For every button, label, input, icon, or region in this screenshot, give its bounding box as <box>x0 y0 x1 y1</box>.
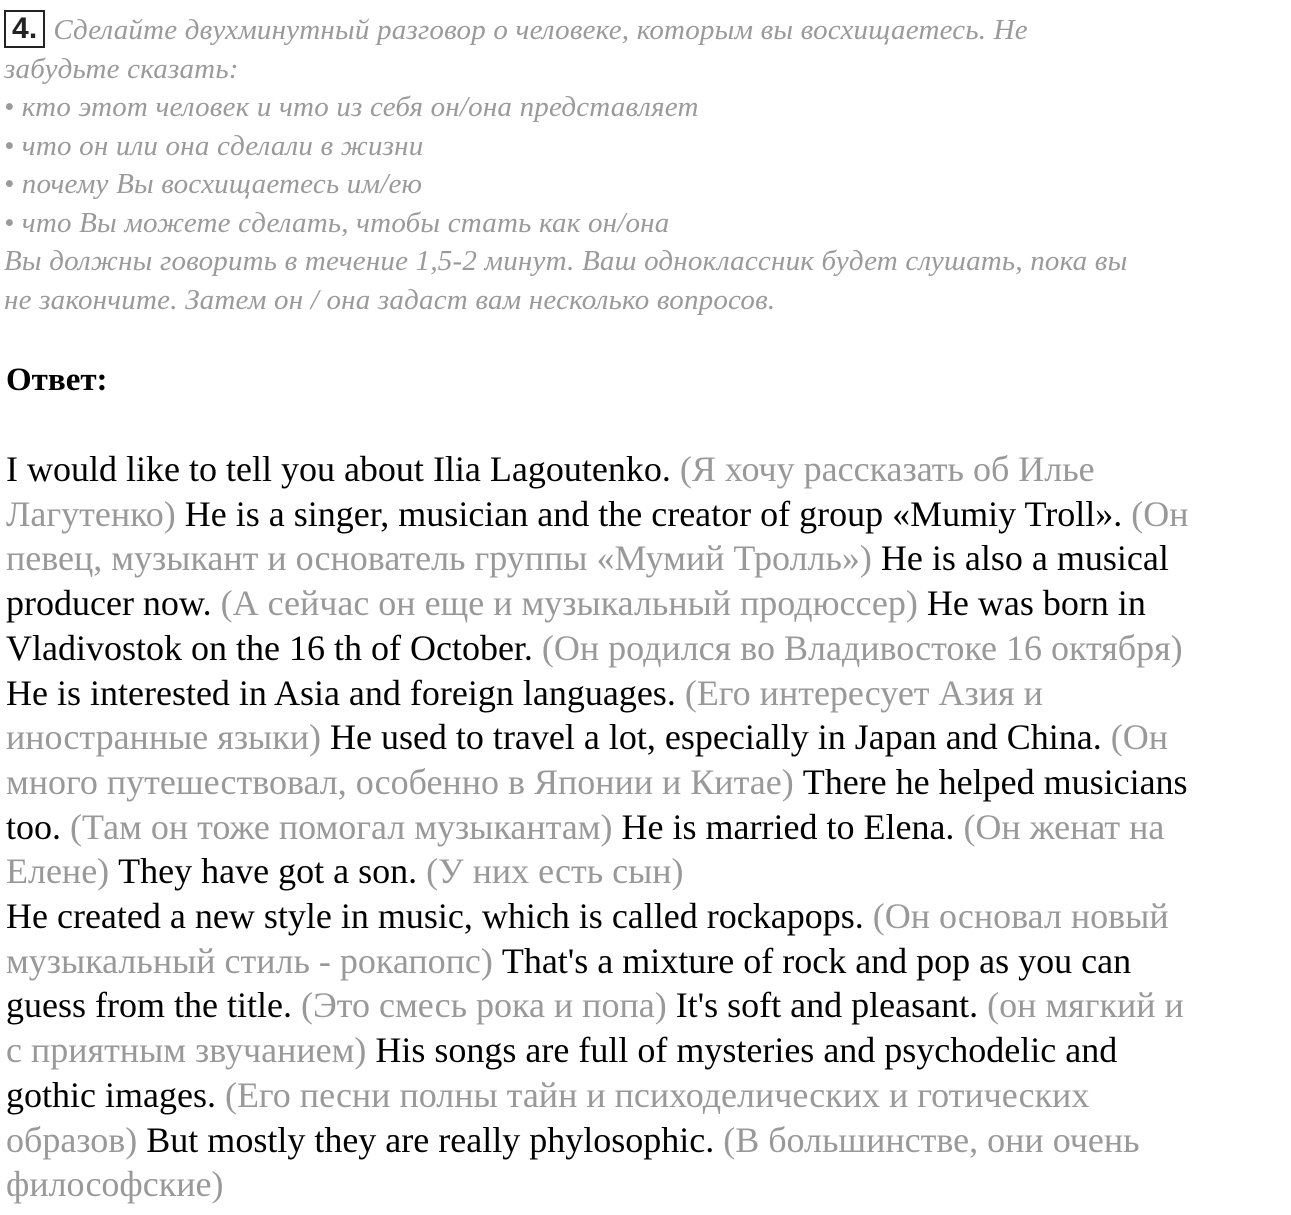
english-sentence: He was born in <box>926 583 1146 624</box>
answer-line <box>6 1162 1188 1207</box>
russian-translation: (Я хочу рассказать об Илье <box>679 449 1095 489</box>
russian-translation: Лагутенко) <box>6 493 185 534</box>
answer-line <box>6 581 1188 626</box>
russian-translation: с приятным звучанием) <box>6 1030 376 1071</box>
answer-heading: Ответ: <box>6 362 108 398</box>
russian-translation: образов) <box>6 1119 147 1160</box>
answer-line <box>6 492 1188 537</box>
english-sentence: He is a singer, musician and the creator of group «Mumiy Troll». <box>184 493 1132 534</box>
russian-translation: (У них есть сын) <box>426 851 684 892</box>
russian-translation: певец, музыкант и основатель группы «Мумий Тролль») <box>6 538 881 579</box>
russian-translation: философские) <box>6 1164 224 1205</box>
english-sentence: I would like to tell you about Ilia Lagoutenko. <box>6 449 680 489</box>
russian-translation: (он мягкий и <box>987 985 1184 1026</box>
english-sentence: Vladivostok on the 16 th of October. <box>6 627 542 668</box>
english-sentence: guess from the title. <box>6 985 301 1026</box>
task-line: не закончите. Затем он / она задаст вам несколько вопросов. <box>4 283 776 316</box>
russian-translation: (Он родился во Владивостоке 16 октября) <box>541 627 1183 668</box>
answer-text <box>6 447 1188 1207</box>
russian-translation: музыкальный стиль - рокапопс) <box>6 940 502 981</box>
english-sentence: He is interested in Asia and foreign languages. <box>6 672 685 713</box>
russian-translation: (А сейчас он еще и музыкальный продюссер) <box>220 583 927 624</box>
answer-line <box>6 626 1188 671</box>
task-bullet: • почему Вы восхищаетесь им/ею <box>4 168 423 200</box>
task-number-box: 4. <box>4 10 45 48</box>
russian-translation: (Он женат на <box>963 806 1165 847</box>
russian-translation: (Там он тоже помогал музыкантам) <box>70 806 622 847</box>
russian-translation: иностранные языки) <box>6 717 330 758</box>
task-line: Сделайте двухминутный разговор о человеке, которым вы восхищаетесь. Не <box>53 14 1028 46</box>
task-line: Вы должны говорить в течение 1,5-2 минут. Ваш одноклассник будет слушать, пока вы <box>4 245 1128 277</box>
english-sentence: That's a mixture of rock and pop as you can <box>501 940 1132 981</box>
russian-translation: много путешествовал, особенно в Японии и Китае) <box>6 761 803 802</box>
english-sentence: It's soft and pleasant. <box>675 985 988 1026</box>
english-sentence: His songs are full of mysteries and psychodelic and <box>375 1030 1118 1071</box>
answer-line <box>6 536 1188 581</box>
answer-line <box>6 671 1188 716</box>
english-sentence: He is married to Elena. <box>621 806 964 847</box>
answer-line <box>6 805 1188 850</box>
english-sentence: He created a new style in music, which is called rockapops. <box>6 896 873 937</box>
answer-line <box>6 447 1188 492</box>
answer-line <box>6 1028 1188 1073</box>
russian-translation: (Он основал новый <box>872 896 1169 937</box>
russian-translation: Елене) <box>6 851 119 892</box>
english-sentence: gothic images. <box>6 1074 225 1115</box>
answer-line <box>6 849 1188 894</box>
answer-line <box>6 939 1188 984</box>
task-instructions <box>4 10 1288 319</box>
english-sentence: producer now. <box>6 583 221 624</box>
russian-translation: (Он <box>1131 493 1189 534</box>
task-bullet: • что Вы можете сделать, чтобы стать как он/она <box>4 206 670 239</box>
english-sentence: There he helped musicians <box>802 761 1188 802</box>
russian-translation: (Это смесь рока и попа) <box>300 985 676 1026</box>
english-sentence: But mostly they are really phylosophic. <box>146 1119 724 1160</box>
answer-line <box>6 760 1188 805</box>
english-sentence: too. <box>6 806 71 847</box>
answer-line <box>6 1118 1188 1163</box>
russian-translation: (Его интересует Азия и <box>684 672 1043 713</box>
task-first-line <box>4 10 1288 50</box>
english-sentence: They have got a son. <box>118 851 427 892</box>
answer-line <box>6 1073 1188 1118</box>
russian-translation: (В большинстве, они очень <box>723 1119 1140 1160</box>
task-bullet: • кто этот человек и что из себя он/она представляет <box>4 91 699 123</box>
russian-translation: (Он <box>1110 717 1169 758</box>
answer-line <box>6 894 1188 939</box>
english-sentence: He is also a musical <box>880 538 1169 579</box>
task-bullet: • что он или она сделали в жизни <box>4 129 424 162</box>
task-line: забудьте сказать: <box>4 52 239 85</box>
answer-line <box>6 983 1188 1028</box>
russian-translation: (Его песни полны тайн и психоделических и готических <box>224 1074 1090 1115</box>
answer-line <box>6 715 1188 760</box>
english-sentence: He used to travel a lot, especially in Japan and China. <box>329 717 1111 758</box>
